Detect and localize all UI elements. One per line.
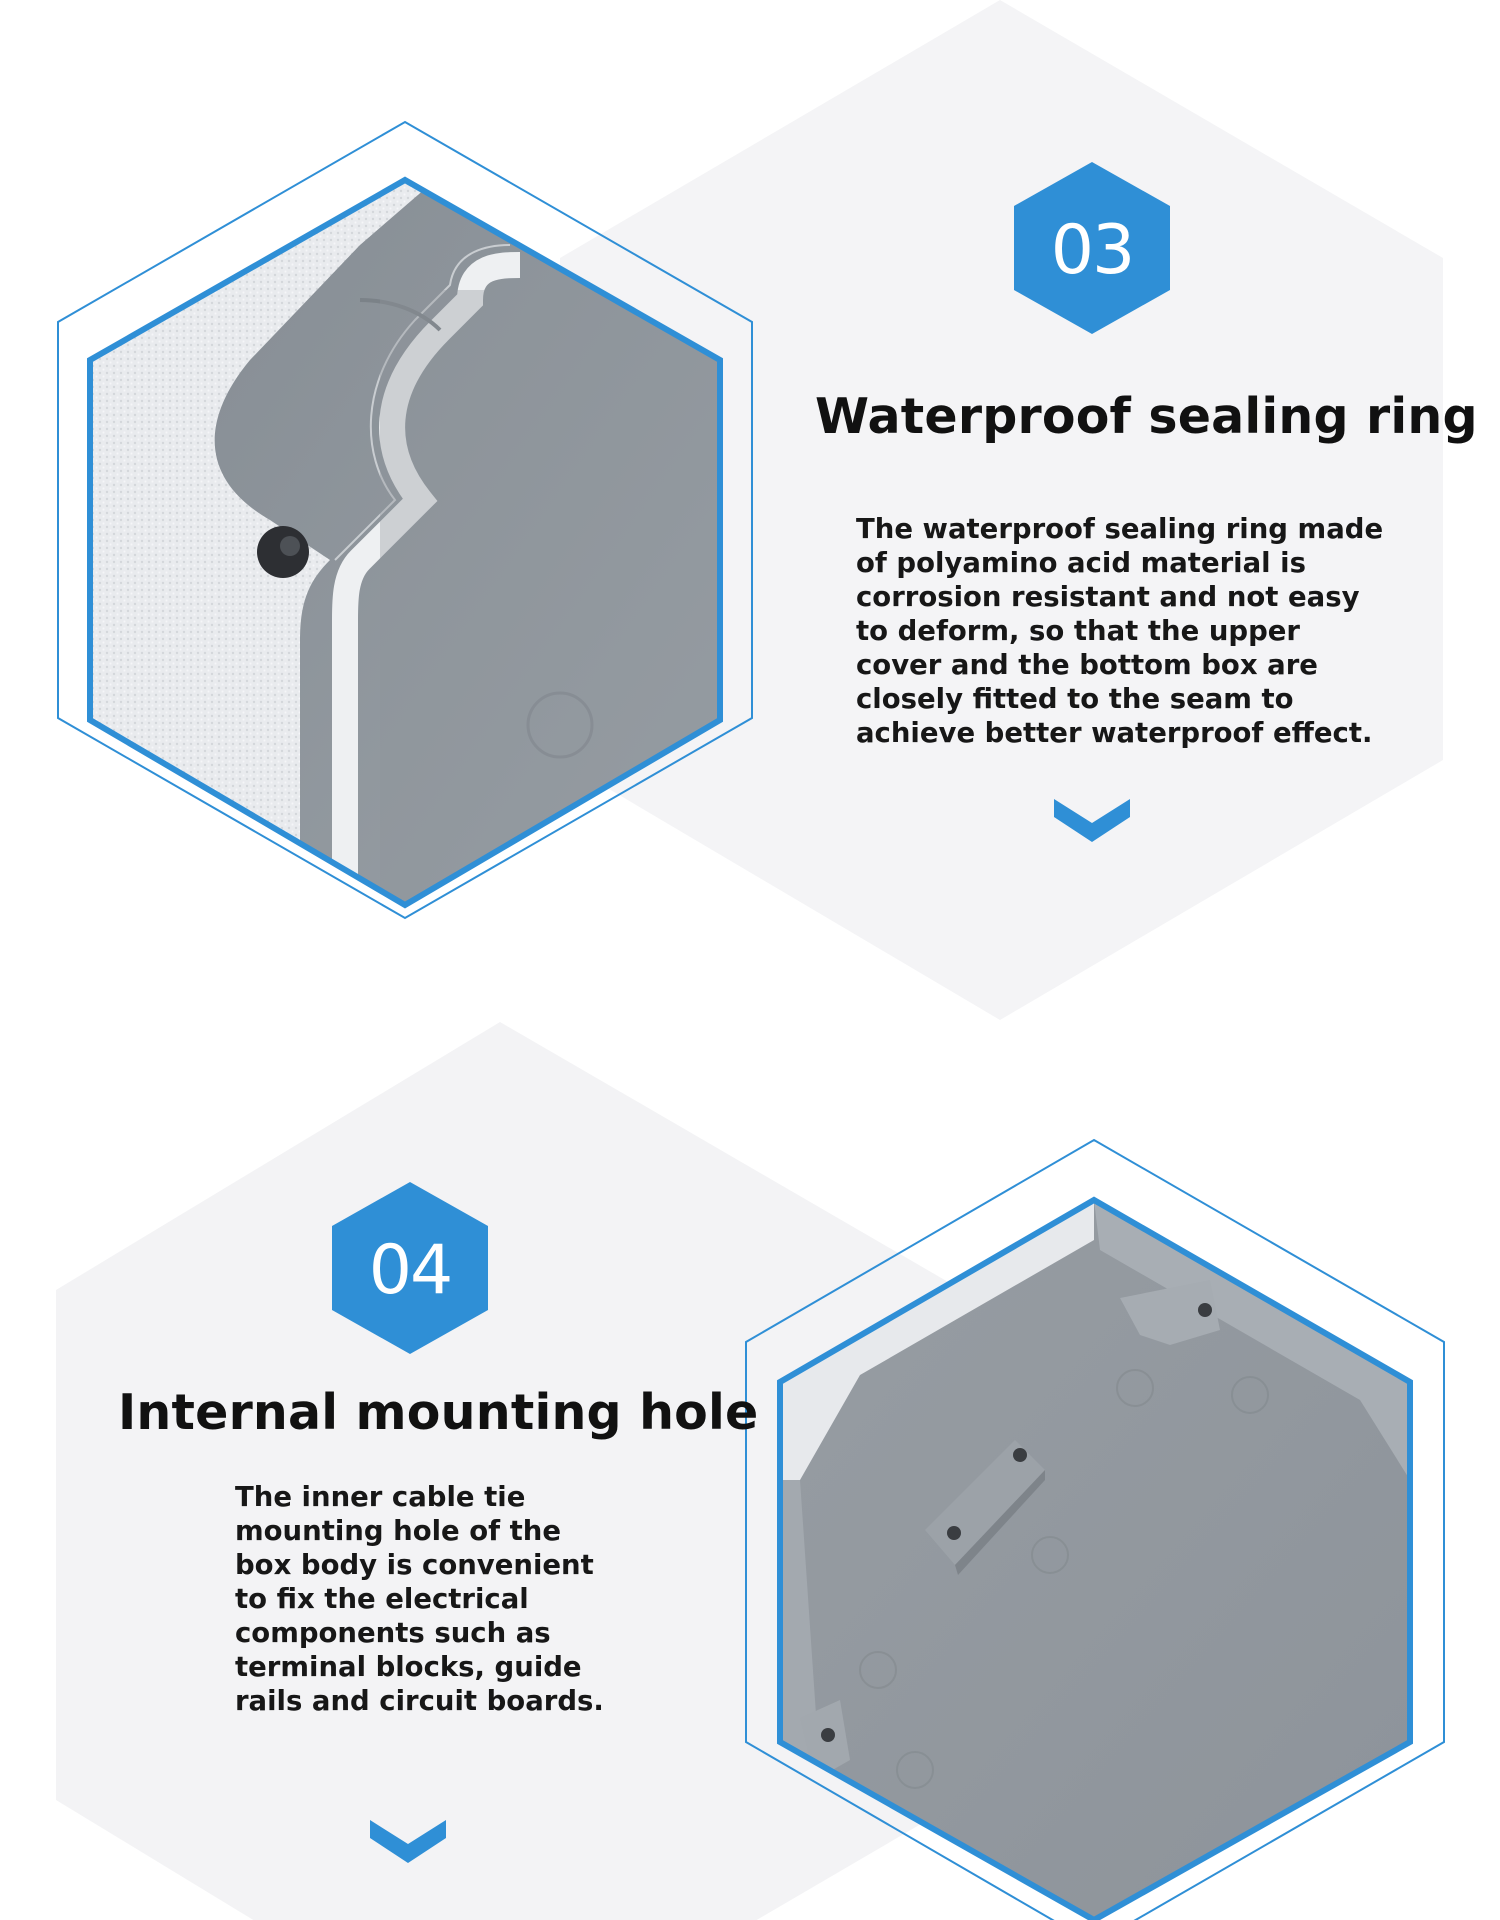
section-number: 04 [368,1230,452,1310]
section-description: The waterproof sealing ring made of polyamino acid material is corrosion resistant and not easy to deform, so that the upper cover and the bottom box are closely fitted to the seam to achieve better waterproof effect. [856,513,1384,749]
section-title: Internal mounting hole [118,1384,759,1441]
section-number-badge [1014,162,1170,334]
chevron-down-icon [368,1818,448,1866]
section-number-badge [332,1182,488,1354]
section-number: 03 [1050,210,1134,290]
section-description: The inner cable tie mounting hole of the box body is convenient to fix the electrical components such as terminal blocks, guide rails and circuit boards. [235,1481,604,1717]
section-title: Waterproof sealing ring [815,388,1478,445]
chevron-down-icon [1052,797,1132,845]
